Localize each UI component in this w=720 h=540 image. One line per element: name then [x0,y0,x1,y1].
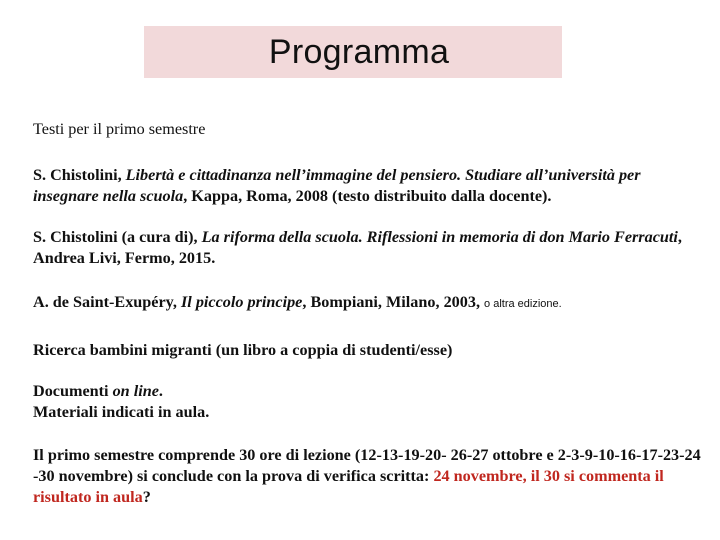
research-entry [33,340,703,361]
documents-prefix: Documenti [33,382,113,400]
book1-author: S. Chistolini, [33,166,126,184]
schedule-entry [33,445,703,508]
book3-edition-note: o altra edizione. [484,298,562,310]
materials-entry [33,402,703,423]
research-text: Ricerca bambini migranti (un libro a coppia di studenti/esse) [33,341,453,359]
book3-title: Il piccolo principe [180,293,303,311]
documents-entry [33,381,703,402]
title-banner [144,26,562,78]
schedule-end: ? [142,488,151,506]
book1-title: Libertà e cittadinanza nell’immagine del pensiero. Studiare all’università per insegnare nella scuola [33,166,641,205]
schedule-text: Il primo semestre comprende 30 ore di lezione (12-13-19-20- 26-27 ottobre e 2-3-9-10-16-17-23-24 -30 novembre) si conclude con la prova di verifica scritta: [33,446,701,485]
book3-author: A. de Saint-Exupéry, [33,293,181,311]
section-heading-text: Testi per il primo semestre [33,120,206,138]
book1-publisher: , Kappa, Roma, 2008 (testo distribuito dalla docente). [183,187,552,205]
book-entry-3 [33,292,703,315]
book3-publisher: , Bompiani, Milano, 2003, [302,293,485,311]
slide-title: Programma [268,32,450,71]
exam-date-highlight: 24 novembre, il 30 si commenta il risultato in aula [33,467,664,506]
book2-title: La riforma della scuola. Riflessioni in memoria di don Mario Ferracuti [201,228,678,246]
section-heading [33,119,703,140]
book-entry-1 [33,165,703,207]
book2-publisher: , Andrea Livi, Fermo, 2015. [33,228,682,267]
documents-online: on line [112,382,159,400]
book-entry-2 [33,227,703,269]
materials-text: Materiali indicati in aula. [33,403,210,421]
slide-body [33,119,703,508]
documents-suffix: . [158,382,163,400]
book2-author: S. Chistolini (a cura di), [33,228,202,246]
